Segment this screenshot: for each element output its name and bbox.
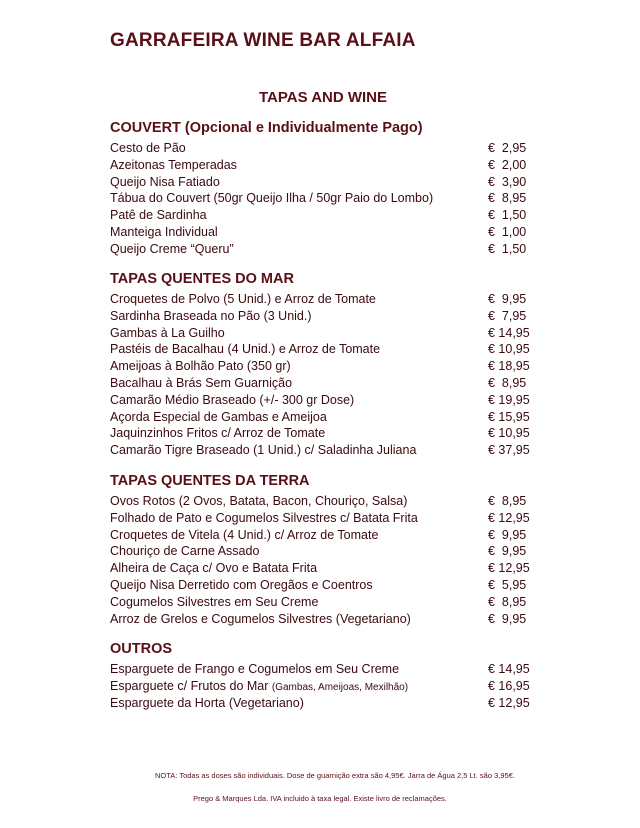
menu-item-name [110,190,433,207]
menu-item-name [110,560,317,577]
menu-item-name-text: Açorda Especial de Gambas e Ameijoa [110,409,327,424]
menu-item-price: € 14,95 [488,662,530,676]
menu-item-price: € 1,50 [488,208,527,223]
menu-item [110,325,530,342]
menu-item-price: € 12,95 [488,695,530,710]
menu-item [110,661,530,678]
menu-item [110,425,530,442]
section-outros [110,640,530,711]
menu-item [110,577,530,594]
menu-item-name-text: Gambas à La Guilho [110,325,225,340]
menu-item-name [110,577,373,594]
menu-item-price: € 15,95 [488,409,530,424]
menu-item-price: € 9,95 [488,544,527,559]
menu-item [110,493,530,510]
menu-item-name [110,442,416,459]
menu-item-name-text: Tábua do Couvert (50gr Queijo Ilha / 50gr Paio do Lombo) [110,191,434,206]
menu-item [110,157,530,174]
menu-item-price: € 9,95 [488,527,527,542]
menu-item-name-text: Pastéis de Bacalhau (4 Unid.) e Arroz de Tomate [110,342,381,357]
menu-item-price: € 2,00 [488,157,527,172]
menu-item-name-text: Ameijoas à Bolhão Pato (350 gr) [110,359,291,374]
menu-item-name [110,341,380,358]
menu-item-name-text: Camarão Tigre Braseado (1 Unid.) c/ Saladinha Juliana [110,443,417,458]
menu-item [110,375,530,392]
menu-subtitle-text: TAPAS AND WINE [258,89,388,106]
menu-item-name [110,241,234,258]
menu-item-name-text: Queijo Creme “Queru” [110,241,234,256]
menu-note: NOTA: Todas as doses são individuais. Dose de guarnição extra são 4,95€. Jarra de Água 2,5 Lt. são 3,95€. [155,771,515,780]
menu-item-name [110,325,225,342]
section-tapas-terra [110,472,530,627]
menu-item-name-text: Ovos Rotos (2 Ovos, Batata, Bacon, Chouriço, Salsa) [110,494,408,508]
menu-item-price: € 12,95 [488,561,530,576]
section-tapas-mar [110,270,530,459]
menu-item-name [110,425,325,442]
menu-item-name [110,695,304,712]
menu-item-name-text: Alheira de Caça c/ Ovo e Batata Frita [110,561,318,576]
menu-subtitle [0,89,640,106]
menu-item-price: € 8,95 [488,494,527,508]
menu-item [110,308,530,325]
menu-item [110,190,530,207]
menu-item-name-text: Esparguete da Horta (Vegetariano) [110,695,304,710]
menu-item [110,611,530,628]
menu-item-price: € 1,00 [488,224,527,239]
menu-item-price: € 1,50 [488,241,527,256]
menu-item-price: € 3,90 [488,174,527,189]
menu-item-price: € 7,95 [488,308,527,323]
section-heading: OUTROS [110,641,173,657]
menu-item-name [110,661,399,678]
menu-item [110,174,530,191]
menu-item [110,510,530,527]
menu-item-price: € 9,95 [488,611,527,626]
menu-item [110,678,530,695]
menu-item-price: € 8,95 [488,191,527,206]
menu-item-name [110,207,207,224]
menu-item-price: € 5,95 [488,577,527,592]
menu-item [110,241,530,258]
menu-item-name-text: Esparguete c/ Frutos do Mar [110,678,269,693]
menu-item-name-text: Cogumelos Silvestres em Seu Creme [110,594,319,609]
menu-item-name [110,291,376,308]
menu-item-name-text: Bacalhau à Brás Sem Guarnição [110,375,293,390]
section-heading: TAPAS QUENTES DO MAR [110,271,294,287]
menu-item [110,207,530,224]
menu-item-name-text: Manteiga Individual [110,224,218,239]
menu-item-price: € 10,95 [488,342,530,357]
menu-item-price: € 8,95 [488,594,527,609]
menu-item-name-text: Camarão Médio Braseado (+/- 300 gr Dose) [110,392,355,407]
menu-item-price: € 2,95 [488,141,527,155]
menu-item-price: € 12,95 [488,510,530,525]
menu-item-name-text: Chouriço de Carne Assado [110,544,260,559]
menu-item [110,291,530,308]
menu-item-price: € 8,95 [488,375,527,390]
menu-item-name-text: Arroz de Grelos e Cogumelos Silvestres (Vegetariano) [110,611,411,626]
menu-item-name [110,308,312,325]
menu-item [110,594,530,611]
menu-item-name [110,510,418,527]
menu-item-name [110,527,378,544]
legal-footer: Prego & Marques Lda. IVA incluido à taxa legal. Existe livro de reclamações. [193,794,447,803]
menu-item-price: € 18,95 [488,359,530,374]
menu-item [110,140,530,157]
restaurant-title: GARRAFEIRA WINE BAR ALFAIA [110,30,416,51]
menu-item [110,341,530,358]
menu-item-name-text: Queijo Nisa Fatiado [110,174,220,189]
section-heading: COUVERT (Opcional e Individualmente Pago) [110,120,423,136]
menu-item-name-text: Queijo Nisa Derretido com Oregãos e Coentros [110,577,373,592]
menu-item-name-text: Cesto de Pão [110,141,186,155]
menu-item-name [110,678,408,695]
menu-item-name [110,358,291,375]
menu-item-name-text: Azeitonas Temperadas [110,157,237,172]
menu-item-name-text: Sardinha Braseada no Pão (3 Unid.) [110,308,312,323]
menu-item-name-text: Croquetes de Polvo (5 Unid.) e Arroz de Tomate [110,292,376,306]
menu-item-name [110,157,237,174]
menu-item-name [110,224,218,241]
menu-item-name-text: Esparguete de Frango e Cogumelos em Seu Creme [110,662,400,676]
menu-item [110,695,530,712]
menu-item [110,392,530,409]
menu-item-name [110,392,354,409]
menu-item [110,527,530,544]
menu-item [110,543,530,560]
menu-item-name [110,409,327,426]
menu-item-name [110,611,411,628]
menu-item-name-detail: (Gambas, Ameijoas, Mexilhão) [271,681,409,693]
menu-item-price: € 9,95 [488,292,527,306]
menu-item-price: € 16,95 [488,678,530,693]
menu-item [110,358,530,375]
menu-item [110,442,530,459]
section-heading: TAPAS QUENTES DA TERRA [110,473,310,489]
menu-item-name [110,493,407,510]
menu-item-name [110,543,259,560]
menu-item-name-text: Folhado de Pato e Cogumelos Silvestres c/ Batata Frita [110,510,418,525]
menu-item [110,224,530,241]
menu-item-name-text: Patê de Sardinha [110,208,207,223]
menu-item-price: € 19,95 [488,392,530,407]
menu-item-name [110,594,318,611]
menu-item-name-text: Croquetes de Vitela (4 Unid.) c/ Arroz de Tomate [110,527,379,542]
menu-item-name [110,140,186,157]
menu-item-name [110,174,220,191]
menu-item [110,560,530,577]
section-couvert [110,119,530,258]
menu-item-name [110,375,292,392]
menu-item-price: € 10,95 [488,426,530,441]
menu-item-name-text: Jaquinzinhos Fritos c/ Arroz de Tomate [110,426,326,441]
menu-item-price: € 14,95 [488,325,530,340]
menu-item-price: € 37,95 [488,443,530,458]
menu-item [110,409,530,426]
